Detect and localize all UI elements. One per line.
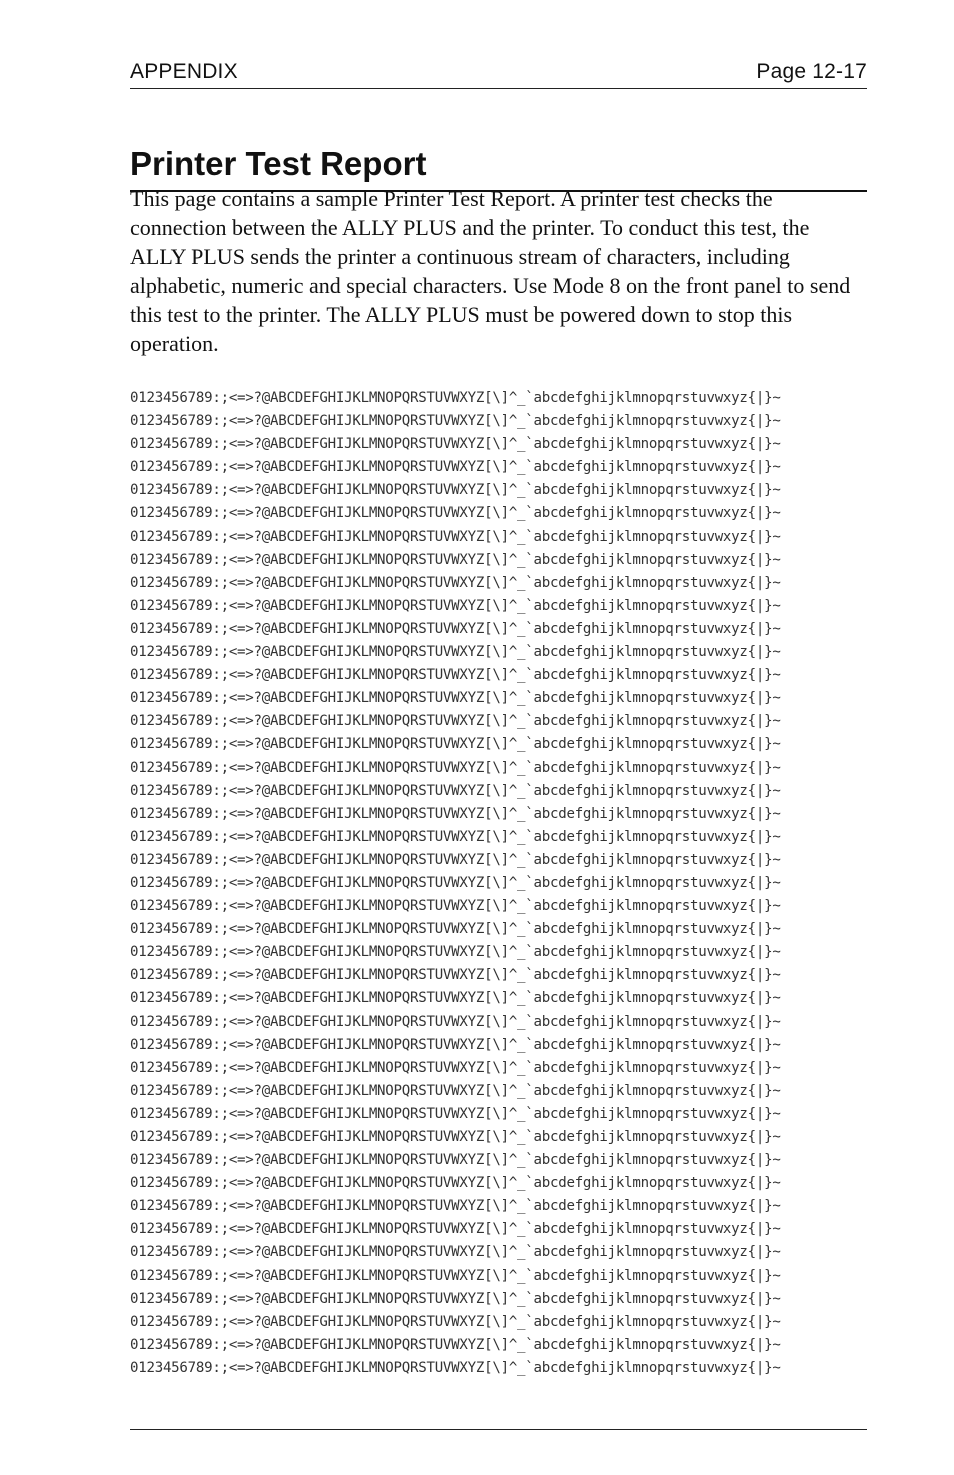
test-line: 0123456789:;<=>?@ABCDEFGHIJKLMNOPQRSTUVWXYZ[\]^_`abcdefghijklmnopqrstuvwxyz{|}~ bbox=[130, 1059, 781, 1076]
test-line: 0123456789:;<=>?@ABCDEFGHIJKLMNOPQRSTUVWXYZ[\]^_`abcdefghijklmnopqrstuvwxyz{|}~ bbox=[130, 967, 781, 984]
test-line: 0123456789:;<=>?@ABCDEFGHIJKLMNOPQRSTUVWXYZ[\]^_`abcdefghijklmnopqrstuvwxyz{|}~ bbox=[130, 805, 781, 822]
test-line: 0123456789:;<=>?@ABCDEFGHIJKLMNOPQRSTUVWXYZ[\]^_`abcdefghijklmnopqrstuvwxyz{|}~ bbox=[130, 482, 781, 499]
test-line: 0123456789:;<=>?@ABCDEFGHIJKLMNOPQRSTUVWXYZ[\]^_`abcdefghijklmnopqrstuvwxyz{|}~ bbox=[130, 1313, 781, 1330]
test-line: 0123456789:;<=>?@ABCDEFGHIJKLMNOPQRSTUVWXYZ[\]^_`abcdefghijklmnopqrstuvwxyz{|}~ bbox=[130, 874, 781, 891]
test-line: 0123456789:;<=>?@ABCDEFGHIJKLMNOPQRSTUVWXYZ[\]^_`abcdefghijklmnopqrstuvwxyz{|}~ bbox=[130, 667, 781, 684]
footer-rule bbox=[130, 1429, 867, 1430]
test-line: 0123456789:;<=>?@ABCDEFGHIJKLMNOPQRSTUVWXYZ[\]^_`abcdefghijklmnopqrstuvwxyz{|}~ bbox=[130, 1105, 781, 1122]
test-line: 0123456789:;<=>?@ABCDEFGHIJKLMNOPQRSTUVWXYZ[\]^_`abcdefghijklmnopqrstuvwxyz{|}~ bbox=[130, 1013, 781, 1030]
test-line: 0123456789:;<=>?@ABCDEFGHIJKLMNOPQRSTUVWXYZ[\]^_`abcdefghijklmnopqrstuvwxyz{|}~ bbox=[130, 1152, 781, 1169]
test-line: 0123456789:;<=>?@ABCDEFGHIJKLMNOPQRSTUVWXYZ[\]^_`abcdefghijklmnopqrstuvwxyz{|}~ bbox=[130, 436, 781, 453]
test-line: 0123456789:;<=>?@ABCDEFGHIJKLMNOPQRSTUVWXYZ[\]^_`abcdefghijklmnopqrstuvwxyz{|}~ bbox=[130, 782, 781, 799]
test-line: 0123456789:;<=>?@ABCDEFGHIJKLMNOPQRSTUVWXYZ[\]^_`abcdefghijklmnopqrstuvwxyz{|}~ bbox=[130, 1359, 781, 1376]
test-line: 0123456789:;<=>?@ABCDEFGHIJKLMNOPQRSTUVWXYZ[\]^_`abcdefghijklmnopqrstuvwxyz{|}~ bbox=[130, 990, 781, 1007]
test-line: 0123456789:;<=>?@ABCDEFGHIJKLMNOPQRSTUVWXYZ[\]^_`abcdefghijklmnopqrstuvwxyz{|}~ bbox=[130, 1244, 781, 1261]
test-line: 0123456789:;<=>?@ABCDEFGHIJKLMNOPQRSTUVWXYZ[\]^_`abcdefghijklmnopqrstuvwxyz{|}~ bbox=[130, 390, 781, 406]
test-line: 0123456789:;<=>?@ABCDEFGHIJKLMNOPQRSTUVWXYZ[\]^_`abcdefghijklmnopqrstuvwxyz{|}~ bbox=[130, 644, 781, 661]
test-line: 0123456789:;<=>?@ABCDEFGHIJKLMNOPQRSTUVWXYZ[\]^_`abcdefghijklmnopqrstuvwxyz{|}~ bbox=[130, 1267, 781, 1284]
test-line: 0123456789:;<=>?@ABCDEFGHIJKLMNOPQRSTUVWXYZ[\]^_`abcdefghijklmnopqrstuvwxyz{|}~ bbox=[130, 898, 781, 915]
test-line: 0123456789:;<=>?@ABCDEFGHIJKLMNOPQRSTUVWXYZ[\]^_`abcdefghijklmnopqrstuvwxyz{|}~ bbox=[130, 574, 781, 591]
test-line: 0123456789:;<=>?@ABCDEFGHIJKLMNOPQRSTUVWXYZ[\]^_`abcdefghijklmnopqrstuvwxyz{|}~ bbox=[130, 1336, 781, 1353]
test-line: 0123456789:;<=>?@ABCDEFGHIJKLMNOPQRSTUVWXYZ[\]^_`abcdefghijklmnopqrstuvwxyz{|}~ bbox=[130, 736, 781, 753]
test-line: 0123456789:;<=>?@ABCDEFGHIJKLMNOPQRSTUVWXYZ[\]^_`abcdefghijklmnopqrstuvwxyz{|}~ bbox=[130, 713, 781, 730]
header-page-number: Page 12-17 bbox=[756, 60, 867, 83]
test-line: 0123456789:;<=>?@ABCDEFGHIJKLMNOPQRSTUVWXYZ[\]^_`abcdefghijklmnopqrstuvwxyz{|}~ bbox=[130, 459, 781, 476]
test-line: 0123456789:;<=>?@ABCDEFGHIJKLMNOPQRSTUVWXYZ[\]^_`abcdefghijklmnopqrstuvwxyz{|}~ bbox=[130, 1129, 781, 1145]
test-line: 0123456789:;<=>?@ABCDEFGHIJKLMNOPQRSTUVWXYZ[\]^_`abcdefghijklmnopqrstuvwxyz{|}~ bbox=[130, 1082, 781, 1099]
test-line: 0123456789:;<=>?@ABCDEFGHIJKLMNOPQRSTUVWXYZ[\]^_`abcdefghijklmnopqrstuvwxyz{|}~ bbox=[130, 551, 781, 568]
test-line: 0123456789:;<=>?@ABCDEFGHIJKLMNOPQRSTUVWXYZ[\]^_`abcdefghijklmnopqrstuvwxyz{|}~ bbox=[130, 528, 781, 545]
test-line: 0123456789:;<=>?@ABCDEFGHIJKLMNOPQRSTUVWXYZ[\]^_`abcdefghijklmnopqrstuvwxyz{|}~ bbox=[130, 851, 781, 868]
test-line: 0123456789:;<=>?@ABCDEFGHIJKLMNOPQRSTUVWXYZ[\]^_`abcdefghijklmnopqrstuvwxyz{|}~ bbox=[130, 597, 781, 614]
test-line: 0123456789:;<=>?@ABCDEFGHIJKLMNOPQRSTUVWXYZ[\]^_`abcdefghijklmnopqrstuvwxyz{|}~ bbox=[130, 944, 781, 961]
document-page bbox=[130, 0, 867, 1475]
test-line: 0123456789:;<=>?@ABCDEFGHIJKLMNOPQRSTUVWXYZ[\]^_`abcdefghijklmnopqrstuvwxyz{|}~ bbox=[130, 828, 781, 845]
test-line: 0123456789:;<=>?@ABCDEFGHIJKLMNOPQRSTUVWXYZ[\]^_`abcdefghijklmnopqrstuvwxyz{|}~ bbox=[130, 1198, 781, 1215]
test-line: 0123456789:;<=>?@ABCDEFGHIJKLMNOPQRSTUVWXYZ[\]^_`abcdefghijklmnopqrstuvwxyz{|}~ bbox=[130, 505, 781, 522]
test-line: 0123456789:;<=>?@ABCDEFGHIJKLMNOPQRSTUVWXYZ[\]^_`abcdefghijklmnopqrstuvwxyz{|}~ bbox=[130, 413, 781, 430]
test-line: 0123456789:;<=>?@ABCDEFGHIJKLMNOPQRSTUVWXYZ[\]^_`abcdefghijklmnopqrstuvwxyz{|}~ bbox=[130, 1221, 781, 1238]
printer-test-output bbox=[130, 387, 867, 1380]
test-line: 0123456789:;<=>?@ABCDEFGHIJKLMNOPQRSTUVWXYZ[\]^_`abcdefghijklmnopqrstuvwxyz{|}~ bbox=[130, 921, 781, 938]
test-line: 0123456789:;<=>?@ABCDEFGHIJKLMNOPQRSTUVWXYZ[\]^_`abcdefghijklmnopqrstuvwxyz{|}~ bbox=[130, 759, 781, 776]
test-line: 0123456789:;<=>?@ABCDEFGHIJKLMNOPQRSTUVWXYZ[\]^_`abcdefghijklmnopqrstuvwxyz{|}~ bbox=[130, 1036, 781, 1053]
test-line: 0123456789:;<=>?@ABCDEFGHIJKLMNOPQRSTUVWXYZ[\]^_`abcdefghijklmnopqrstuvwxyz{|}~ bbox=[130, 1175, 781, 1192]
page-title: Printer Test Report bbox=[130, 144, 867, 192]
test-line: 0123456789:;<=>?@ABCDEFGHIJKLMNOPQRSTUVWXYZ[\]^_`abcdefghijklmnopqrstuvwxyz{|}~ bbox=[130, 690, 781, 707]
test-line: 0123456789:;<=>?@ABCDEFGHIJKLMNOPQRSTUVWXYZ[\]^_`abcdefghijklmnopqrstuvwxyz{|}~ bbox=[130, 1290, 781, 1307]
running-header bbox=[130, 58, 867, 89]
intro-paragraph: This page contains a sample Printer Test Report. A printer test checks the connection between the ALLY PLUS and the printer. To conduct this test, the ALLY PLUS sends the printer a continuous stream of characters, including alphabetic, numeric and special characters. Use Mode 8 on the front panel to send this test to the printer. The ALLY PLUS must be powered down to stop this operation. bbox=[130, 186, 851, 356]
test-line: 0123456789:;<=>?@ABCDEFGHIJKLMNOPQRSTUVWXYZ[\]^_`abcdefghijklmnopqrstuvwxyz{|}~ bbox=[130, 620, 781, 637]
header-section: APPENDIX bbox=[130, 60, 238, 83]
